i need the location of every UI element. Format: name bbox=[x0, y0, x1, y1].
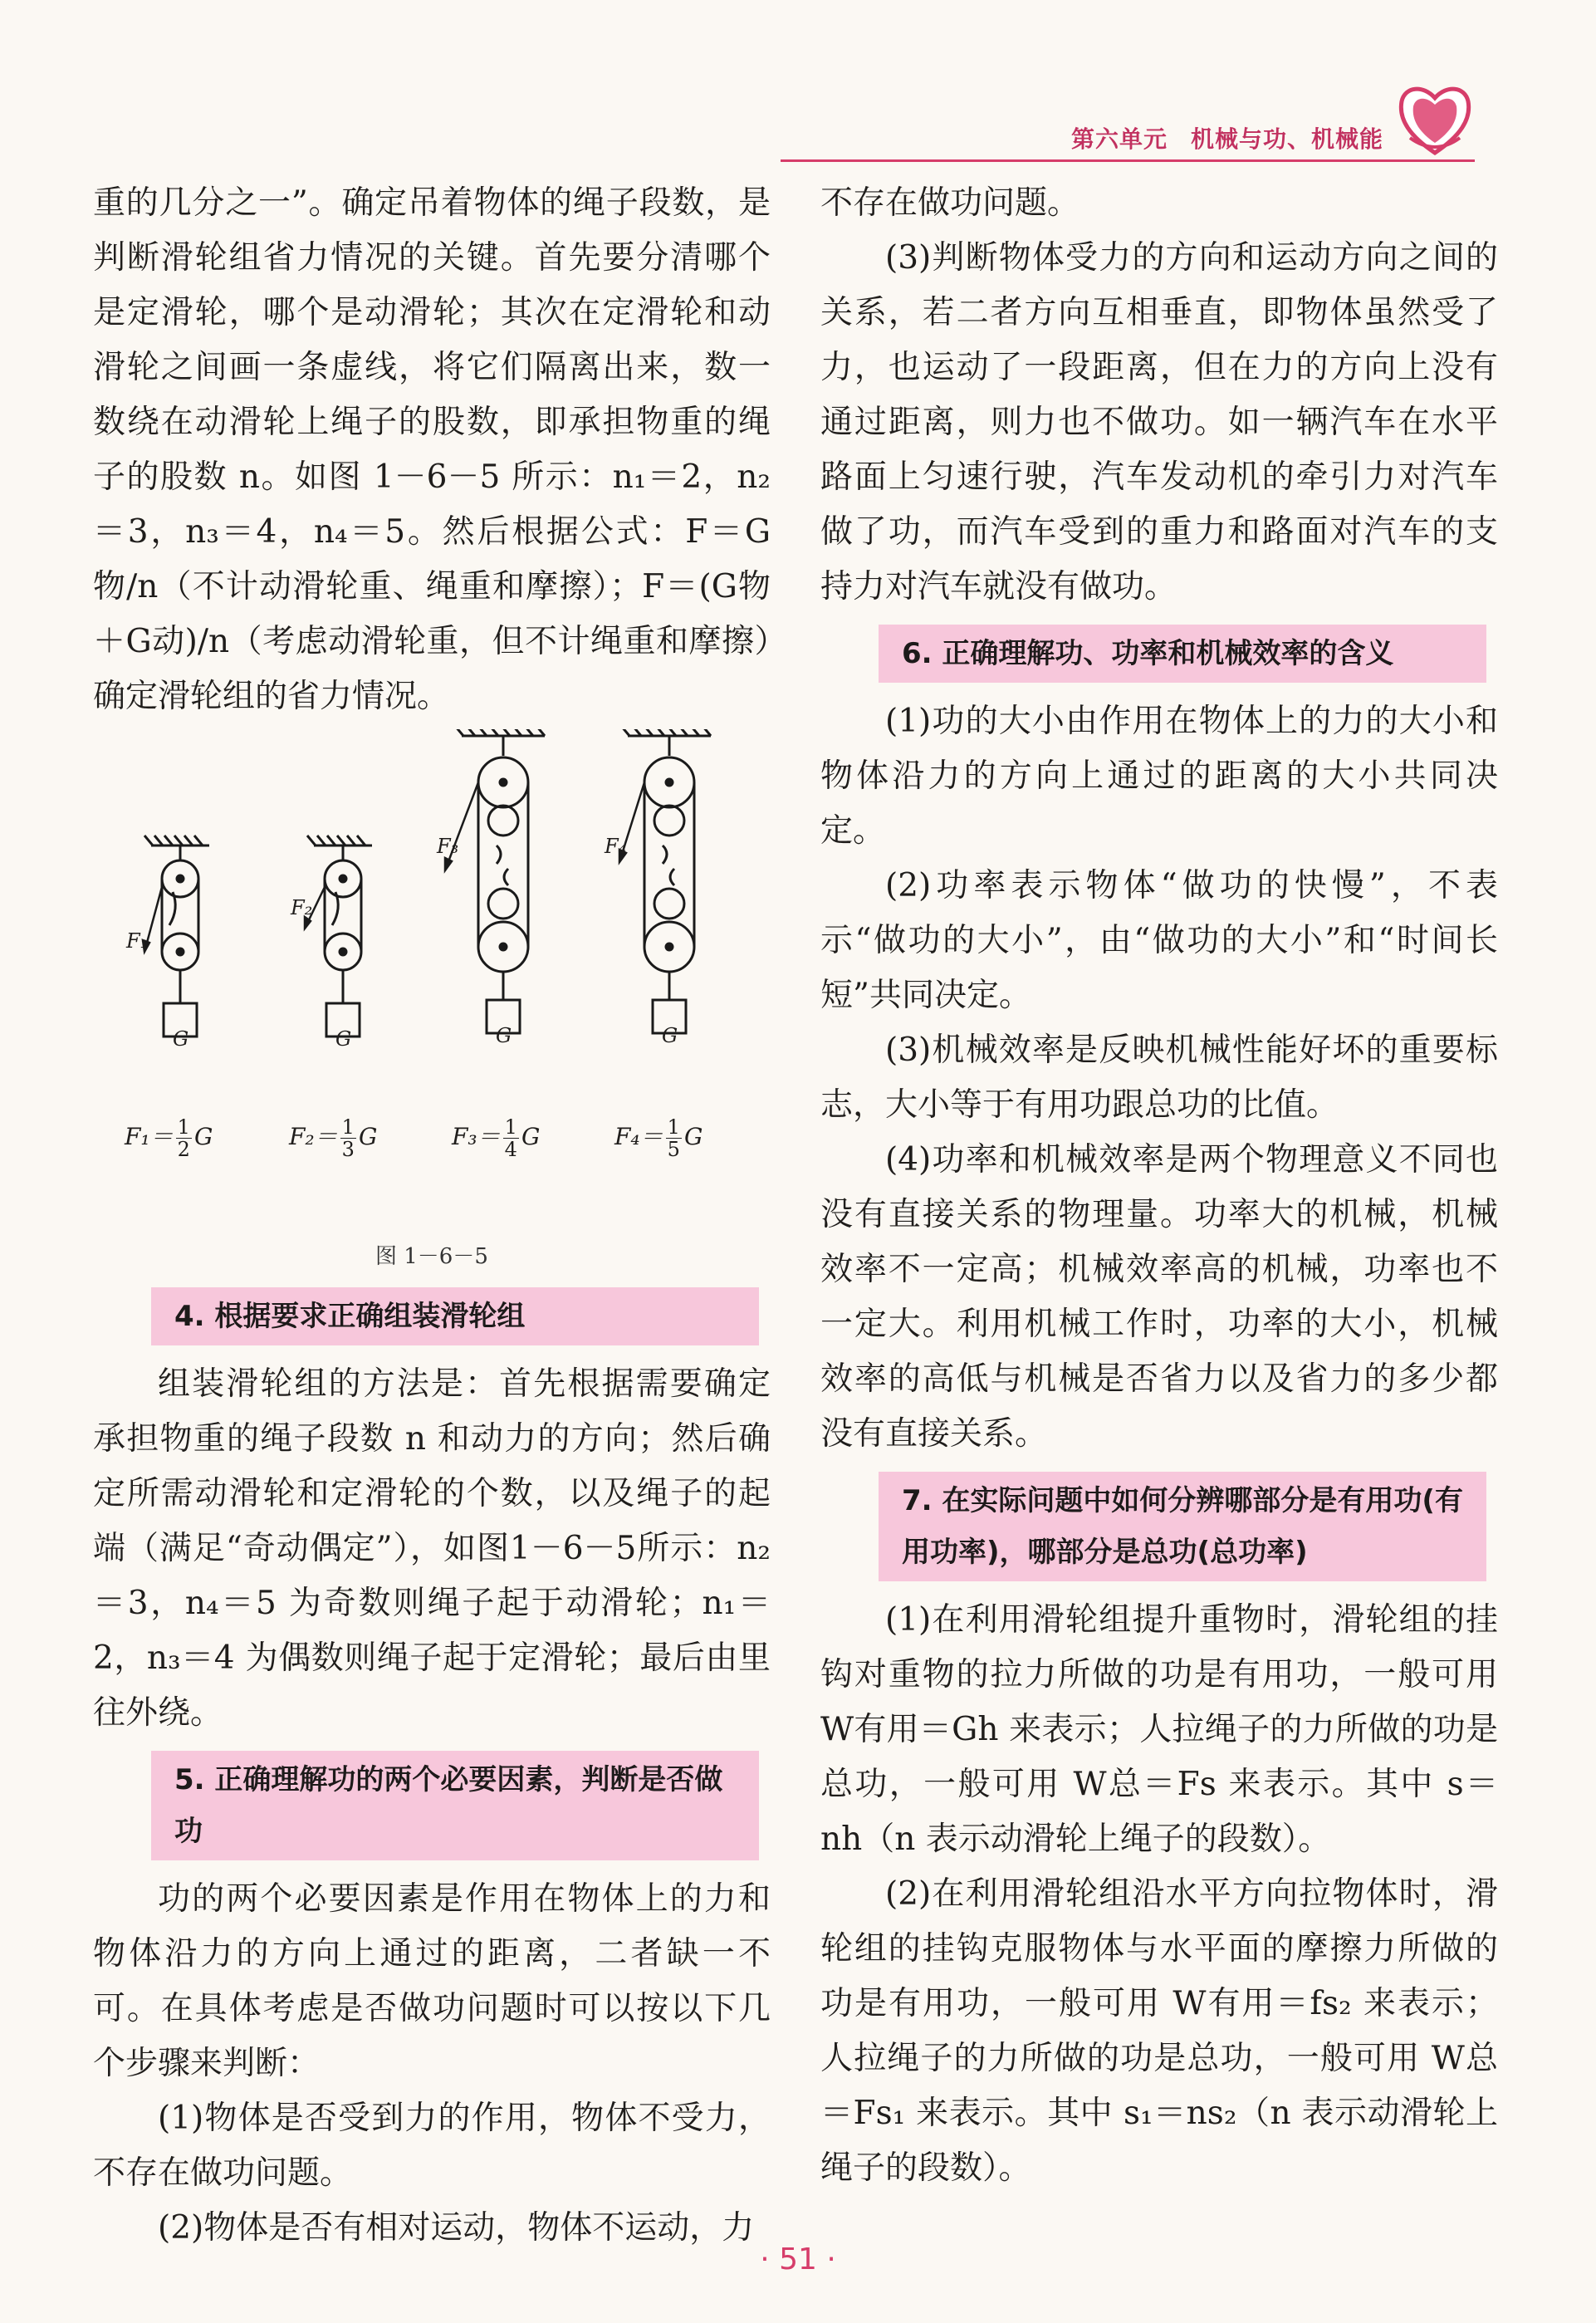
paragraph: 组装滑轮组的方法是：首先根据需要确定承担物重的绳子段数 n 和动力的方向；然后确定所需动滑轮和定滑轮的个数，以及绳子的起端（满足“奇动偶定”），如图1－6－5所示：n₂＝3，n₄＝5 为奇数则绳子起于动滑轮；n₁＝2，n₃＝4 为偶数则绳子起于定滑轮；最后由里往外绕。 bbox=[93, 1365, 771, 1732]
paragraph: (1)在利用滑轮组提升重物时，滑轮组的挂钩对重物的拉力所做的功是有用功，一般可用 W有用＝Gh 来表示；人拉绳子的力所做的功是总功，一般可用 W总＝Fs 来表示。其中 s＝nh（n 表示动滑轮上绳子的段数）。 bbox=[820, 1601, 1498, 1858]
chapter-title: 机械与功、机械能 bbox=[1191, 125, 1384, 153]
page-number: · 51 · bbox=[760, 2242, 836, 2276]
weight-label: G bbox=[173, 1027, 189, 1051]
weight-label: G bbox=[335, 1027, 352, 1051]
section-heading-7: 7. 在实际问题中如何分辨哪部分是有用功(有用功率)，哪部分是总功(总功率) bbox=[879, 1472, 1486, 1581]
pulley-figure bbox=[93, 729, 771, 1277]
section-heading-5: 5. 正确理解功的两个必要因素，判断是否做功 bbox=[151, 1751, 759, 1860]
unit-label: 第六单元 bbox=[1071, 125, 1168, 153]
section-heading-4: 4. 根据要求正确组装滑轮组 bbox=[151, 1287, 759, 1345]
running-header bbox=[1071, 121, 1407, 154]
force-label-4: F₄ bbox=[605, 835, 627, 858]
paragraph: (1)功的大小由作用在物体上的力的大小和物体沿力的方向上通过的距离的大小共同决定。 bbox=[820, 703, 1498, 850]
header-rule bbox=[781, 159, 1475, 162]
publisher-logo-icon bbox=[1393, 76, 1476, 159]
paragraph: (2)在利用滑轮组沿水平方向拉物体时，滑轮组的挂钩克服物体与水平面的摩擦力所做的功是有用功，一般可用 W有用＝fs₂ 来表示；人拉绳子的力所做的功是总功，一般可用 W总＝Fs₁ 来表示。其中 s₁＝ns₂（n 表示动滑轮上绳子的段数）。 bbox=[820, 1875, 1498, 2187]
force-label-1: F₁ bbox=[126, 929, 149, 953]
formula-1: F₁＝ $\frac{1}{2}$ G bbox=[125, 1115, 213, 1161]
section-heading-6: 6. 正确理解功、功率和机械效率的含义 bbox=[879, 625, 1486, 683]
paragraph: (3)机械效率是反映机械性能好坏的重要标志，大小等于有用功跟总功的比值。 bbox=[820, 1032, 1498, 1124]
weight-label: G bbox=[496, 1024, 512, 1047]
left-column bbox=[93, 176, 771, 2256]
weight-label: G bbox=[662, 1024, 678, 1047]
paragraph: (2)物体是否有相对运动，物体不运动，力 bbox=[158, 2209, 755, 2247]
paragraph: (3)判断物体受力的方向和运动方向之间的关系，若二者方向互相垂直，即物体虽然受了力，也运动了一段距离，但在力的方向上没有通过距离，则力也不做功。如一辆汽车在水平路面上匀速行驶，汽车发动机的牵引力对汽车做了功，而汽车受到的重力和路面对汽车的支持力对汽车就没有做功。 bbox=[820, 239, 1498, 605]
force-label-3: F₃ bbox=[437, 835, 459, 858]
force-label-2: F₂ bbox=[291, 896, 313, 919]
formula-3: F₃＝ $\frac{1}{4}$ G bbox=[452, 1115, 541, 1161]
paragraph: 重的几分之一”。确定吊着物体的绳子段数，是判断滑轮组省力情况的关键。首先要分清哪个是定滑轮，哪个是动滑轮；其次在定滑轮和动滑轮之间画一条虚线，将它们隔离出来，数一数绕在动滑轮上绳子的股数，即承担物重的绳子的股数 n。如图 1－6－5 所示：n₁＝2，n₂＝3，n₃＝4，n₄＝5。然后根据公式：F＝G物/n（不计动滑轮重、绳重和摩擦）；F＝(G物＋G动)/n（考虑动滑轮重，但不计绳重和摩擦）确定滑轮组的省力情况。 bbox=[93, 184, 771, 715]
paragraph: (4)功率和机械效率是两个物理意义不同也没有直接关系的物理量。功率大的机械，机械效率不一定高；机械效率高的机械，功率也不一定大。利用机械工作时，功率的大小，机械效率的高低与机械是否省力以及省力的多少都没有直接关系。 bbox=[820, 1141, 1498, 1453]
paragraph: 功的两个必要因素是作用在物体上的力和物体沿力的方向上通过的距离，二者缺一不可。在具体考虑是否做功问题时可以按以下几个步骤来判断： bbox=[93, 1880, 771, 2082]
formula-2: F₂＝ $\frac{1}{3}$ G bbox=[289, 1115, 378, 1161]
formula-4: F₄＝ $\frac{1}{5}$ G bbox=[614, 1115, 703, 1161]
figure-caption: 图 1－6－5 bbox=[375, 1244, 488, 1269]
paragraph: (2)功率表示物体“做功的快慢”，不表示“做功的大小”，由“做功的大小”和“时间长短”共同决定。 bbox=[820, 867, 1498, 1014]
right-column bbox=[820, 176, 1498, 2196]
paragraph: 不存在做功问题。 bbox=[820, 184, 1080, 222]
paragraph: (1)物体是否受到力的作用，物体不受力，不存在做功问题。 bbox=[93, 2100, 771, 2192]
